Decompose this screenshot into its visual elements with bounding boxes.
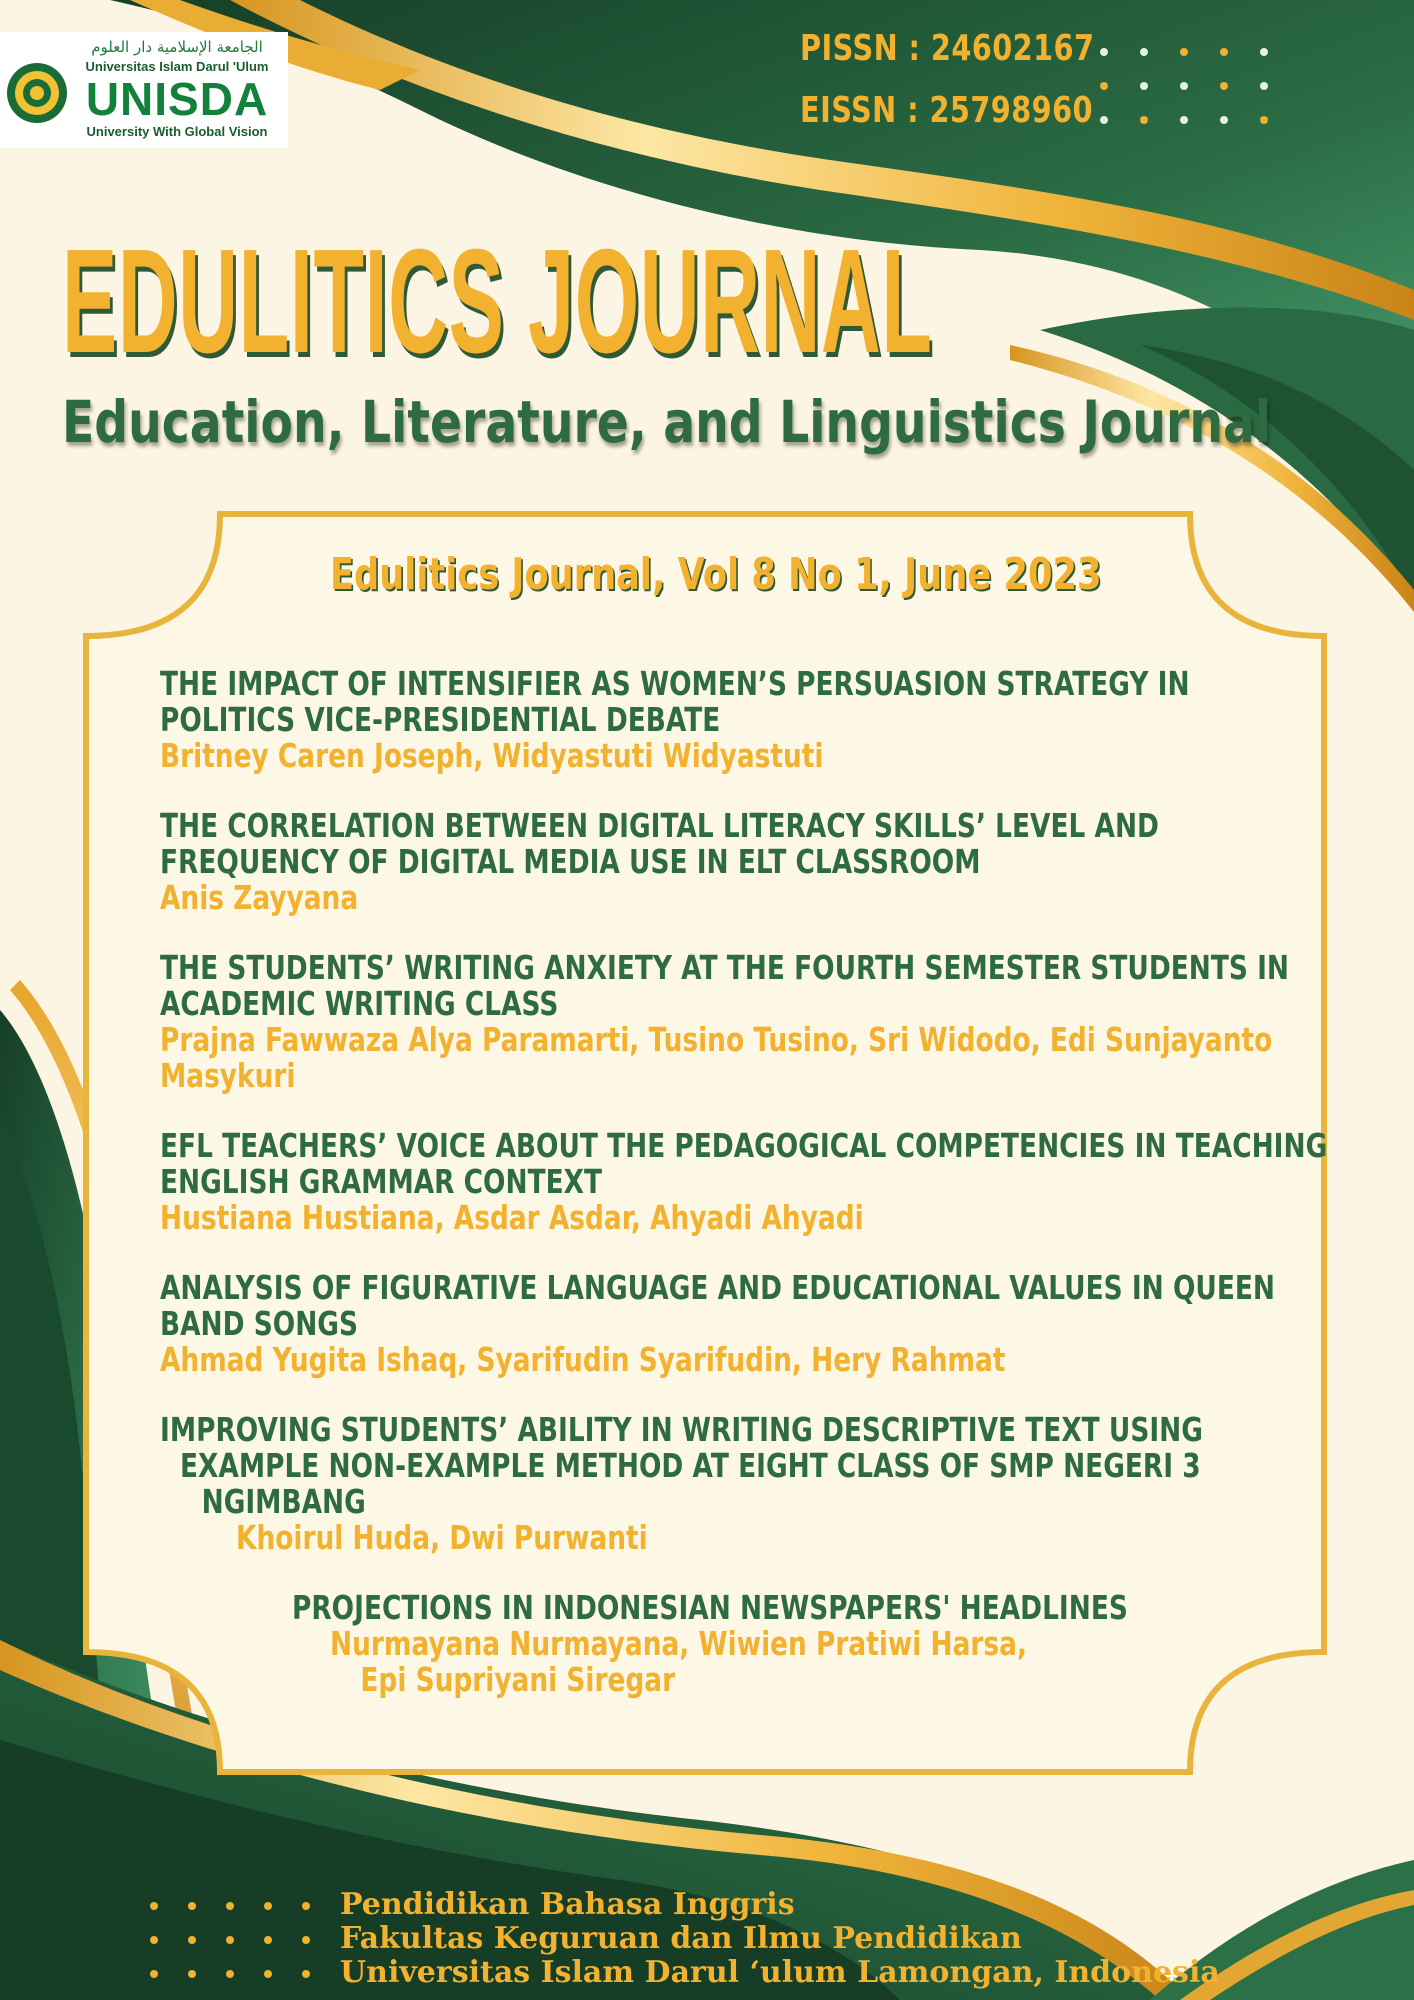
journal-subtitle: Education, Literature, and Linguistics Journal [62,388,1272,456]
logo-university-line: Universitas Islam Darul 'Ulum [85,59,269,74]
journal-title: EDULITICS JOURNAL [62,219,933,384]
article-5-authors: Ahmad Yugita Ishaq, Syarifudin Syarifudin, Hery Rahmat [160,1340,1006,1379]
footer-university: Universitas Islam Darul ‘ulum Lamongan, Indonesia [340,1955,1220,1990]
article-5-title: ANALYSIS OF FIGURATIVE LANGUAGE AND EDUCATIONAL VALUES IN QUEEN BAND SONGS [160,1268,1275,1343]
article-4-authors: Hustiana Hustiana, Asdar Asdar, Ahyadi Ahyadi [160,1198,864,1237]
article-1-title: THE IMPACT OF INTENSIFIER AS WOMEN’S PERSUASION STRATEGY IN POLITICS VICE-PRESIDENTIAL DEBATE [160,664,1190,739]
article-7-authors: Nurmayana Nurmayana, Wiwien Pratiwi Harsa, Epi Supriyani Siregar [330,1624,1027,1699]
issue-heading: Edulitics Journal, Vol 8 No 1, June 2023 [330,549,1102,600]
article-2-authors: Anis Zayyana [160,878,359,917]
article-7-title: PROJECTIONS IN INDONESIAN NEWSPAPERS' HEADLINES [292,1588,1128,1627]
logo-arabic-name: الجامعة الإسلامية دار العلوم [91,38,263,56]
article-2-title: THE CORRELATION BETWEEN DIGITAL LITERACY SKILLS’ LEVEL AND FREQUENCY OF DIGITAL MEDIA USE IN ELT CLASSROOM [160,806,1159,881]
article-4-title: EFL TEACHERS’ VOICE ABOUT THE PEDAGOGICAL COMPETENCIES IN TEACHING ENGLISH GRAMMAR CONTEXT [160,1126,1328,1201]
logo-name: UNISDA [85,73,269,125]
footer-faculty: Fakultas Keguruan dan Ilmu Pendidikan [340,1921,1022,1956]
eissn-label: EISSN : 25798960 [800,90,1093,131]
article-3-authors: Prajna Fawwaza Alya Paramarti, Tusino Tusino, Sri Widodo, Edi Sunjayanto Masykuri [160,1020,1273,1095]
footer-department: Pendidikan Bahasa Inggris [340,1887,795,1922]
article-1-authors: Britney Caren Joseph, Widyastuti Widyastuti [160,736,824,775]
article-6-authors: Khoirul Huda, Dwi Purwanti [236,1518,648,1557]
logo-tagline: University With Global Vision [86,124,268,139]
unisda-logo [0,32,288,148]
pissn-label: PISSN : 24602167 [800,28,1095,69]
article-6-title: IMPROVING STUDENTS’ ABILITY IN WRITING DESCRIPTIVE TEXT USING EXAMPLE NON-EXAMPLE METHOD AT EIGHT CLASS OF SMP NEGERI 3 NGIMBANG [160,1410,1203,1521]
article-3-title: THE STUDENTS’ WRITING ANXIETY AT THE FOURTH SEMESTER STUDENTS IN ACADEMIC WRITING CLASS [160,948,1289,1023]
university-emblem-icon [6,62,68,124]
